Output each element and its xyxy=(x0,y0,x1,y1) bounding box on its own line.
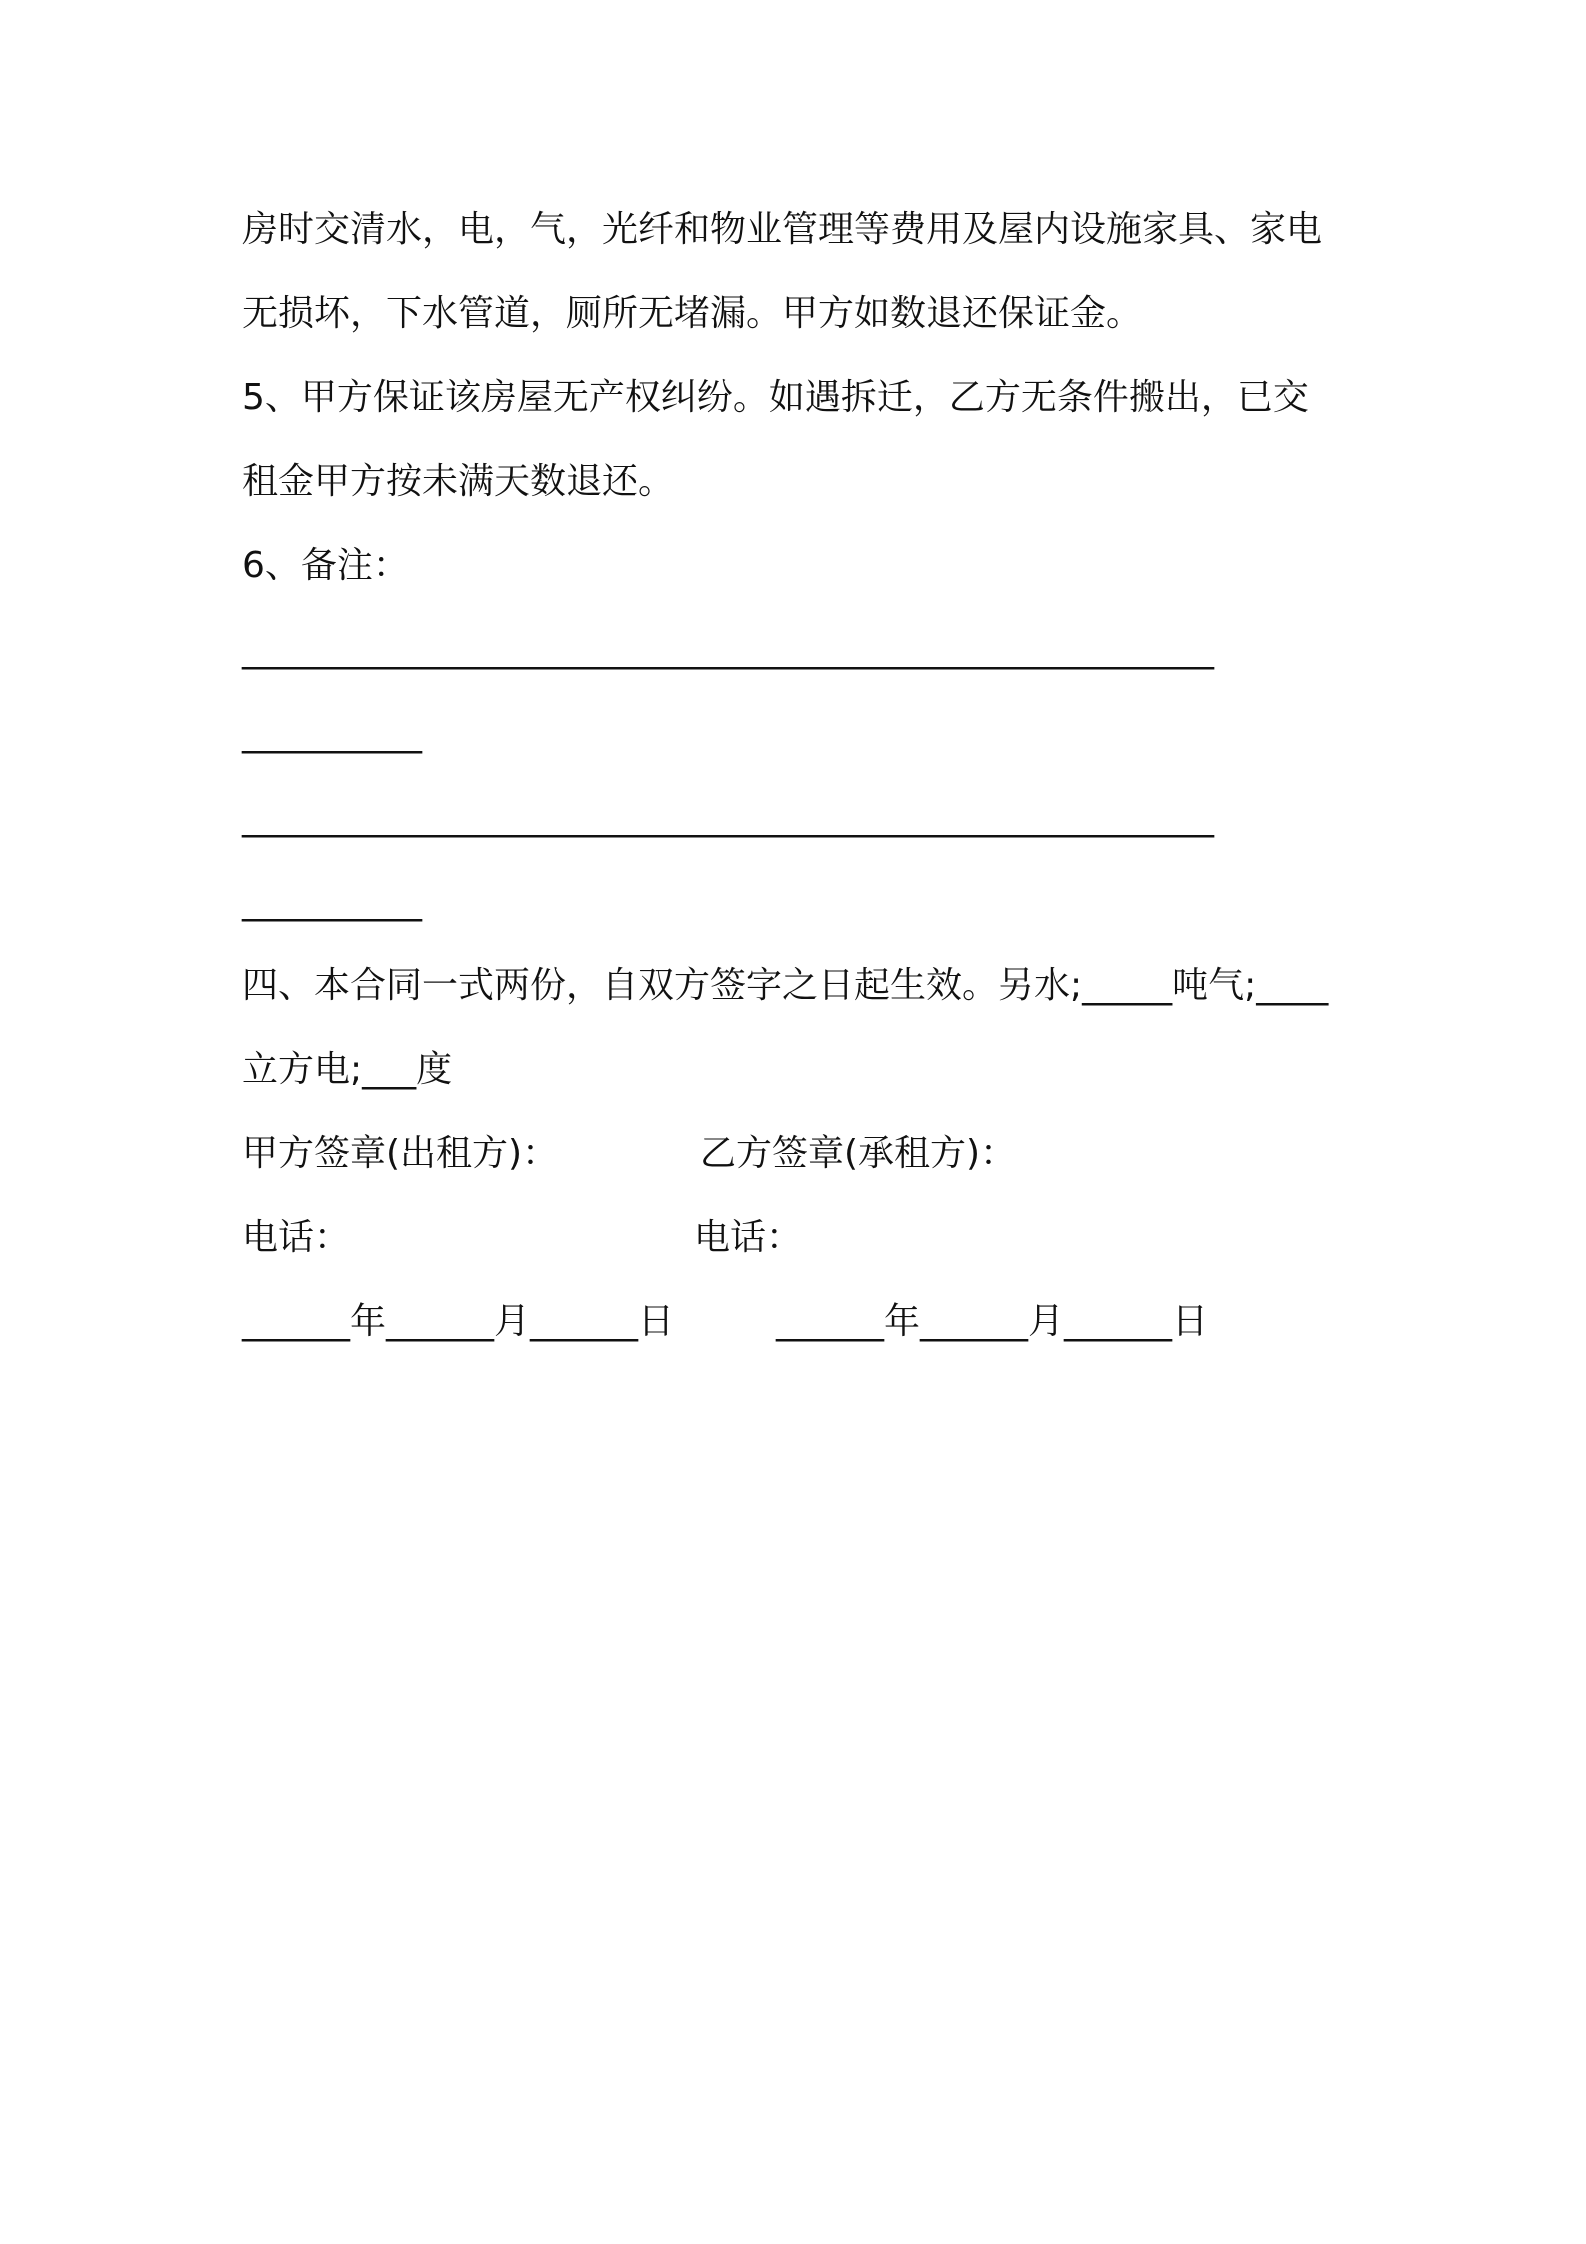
contract-clause-line: 四、本合同一式两份，自双方签字之日起生效。另水;_____吨气;____ xyxy=(242,965,1329,1006)
paragraph-line: 无损坏，下水管道，厕所无堵漏。甲方如数退还保证金。 xyxy=(242,293,1143,334)
party-a-phone-label: 电话： xyxy=(242,1217,351,1258)
paragraph-line: 5、甲方保证该房屋无产权纠纷。如遇拆迁，乙方无条件搬出，已交 xyxy=(242,377,1309,418)
remarks-title: 6、备注： xyxy=(242,545,409,586)
remarks-blank-line: __________ xyxy=(242,713,422,754)
party-b-phone-label: 电话： xyxy=(694,1217,803,1258)
remarks-blank-line: __________ xyxy=(242,881,422,922)
paragraph-line: 房时交清水，电，气，光纤和物业管理等费用及屋内设施家具、家电 xyxy=(242,209,1323,250)
party-b-signature-label: 乙方签章(承租方)： xyxy=(700,1133,1017,1174)
party-a-date: ______年______月______日 xyxy=(242,1301,674,1342)
remarks-blank-line: ______________________________________________________ xyxy=(242,629,1214,670)
party-b-date: ______年______月______日 xyxy=(776,1301,1208,1342)
party-a-signature-label: 甲方签章(出租方)： xyxy=(242,1133,559,1174)
contract-clause-line: 立方电;___度 xyxy=(242,1049,453,1090)
paragraph-line: 租金甲方按未满天数退还。 xyxy=(242,461,675,502)
remarks-blank-line: ______________________________________________________ xyxy=(242,797,1214,838)
